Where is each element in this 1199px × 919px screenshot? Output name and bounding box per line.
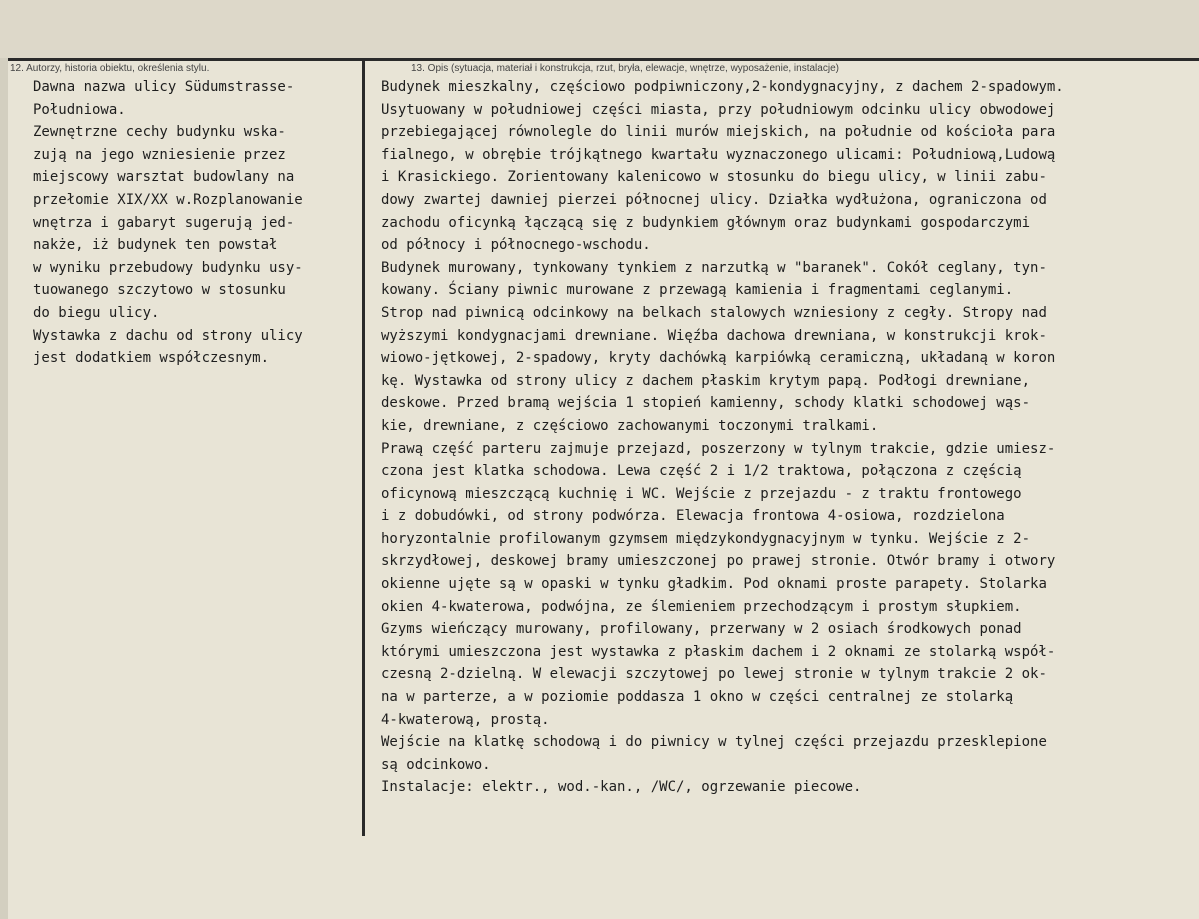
text-line: do biegu ulicy. — [33, 304, 160, 321]
section-12-header: 12. Autorzy, historia obiektu, określenia stylu. — [10, 63, 210, 74]
text-line: Południowa. — [33, 101, 126, 118]
text-line: wnętrza i gabaryt sugerują jed- — [33, 214, 295, 231]
text-line: okienne ujęte są w opaski w tynku gładkim. Pod oknami proste parapety. Stolarka — [381, 576, 1047, 593]
text-line: Instalacje: elektr., wod.-kan., /WC/, ogrzewanie piecowe. — [381, 779, 862, 796]
text-line: Usytuowany w południowej części miasta, przy południowym odcinku ulicy obwodowej — [381, 101, 1056, 118]
text-line: 4-kwaterową, prostą. — [381, 711, 550, 728]
section-12-text — [33, 76, 360, 370]
text-line: fialnego, w obrębie trójkątnego kwartału wyznaczonego ulicami: Południową,Ludową — [381, 146, 1056, 163]
text-line: kowany. Ściany piwnic murowane z przewagą kamienia i fragmentami ceglanymi. — [381, 282, 1014, 299]
text-line: na w parterze, a w poziomie poddasza 1 okno w części centralnej ze stolarką — [381, 689, 1014, 706]
text-line: i z dobudówki, od strony podwórza. Elewacja frontowa 4-osiowa, rozdzielona — [381, 508, 1005, 525]
text-line: Budynek mieszkalny, częściowo podpiwniczony,2-kondygnacyjny, z dachem 2-spadowym. — [381, 79, 1064, 95]
text-line: Wystawka z dachu od strony ulicy — [33, 327, 303, 344]
text-line: nakże, iż budynek ten powstał — [33, 237, 278, 254]
text-line: w wyniku przebudowy budynku usy- — [33, 259, 303, 276]
text-line: czesną 2-dzielną. W elewacji szczytowej po lewej stronie w tylnym trakcie 2 ok- — [381, 666, 1047, 683]
top-margin — [0, 0, 1199, 58]
text-line: wiowo-jętkowej, 2-spadowy, kryty dachówką karpiówką ceramiczną, układaną w koron — [381, 350, 1056, 367]
text-line: Prawą część parteru zajmuje przejazd, poszerzony w tylnym trakcie, gdzie umiesz- — [381, 440, 1056, 457]
text-line: jest dodatkiem współczesnym. — [33, 350, 270, 367]
text-line: tuowanego szczytowo w stosunku — [33, 282, 286, 299]
text-line: kę. Wystawka od strony ulicy z dachem płaskim krytym papą. Podłogi drewniane, — [381, 372, 1031, 389]
text-line: miejscowy warsztat budowlany na — [33, 169, 295, 186]
text-line: i Krasickiego. Zorientowany kalenicowo w stosunku do biegu ulicy, w linii zabu- — [381, 169, 1047, 186]
text-line: okien 4-kwaterowa, podwójna, ze ślemieniem przechodzącym i prostym słupkiem. — [381, 598, 1022, 615]
text-line: przebiegającej równolegle do linii murów miejskich, na południe od kościoła para — [381, 124, 1056, 141]
text-line: Dawna nazwa ulicy Südumstrasse- — [33, 79, 295, 95]
text-line: Zewnętrzne cechy budynku wska- — [33, 124, 286, 141]
text-line: są odcinkowo. — [381, 756, 491, 773]
text-line: zachodu oficynką łączącą się z budynkiem głównym oraz budynkami gospodarczymi — [381, 214, 1031, 231]
text-line: Wejście na klatkę schodową i do piwnicy w tylnej części przejazdu przesklepione — [381, 734, 1047, 751]
text-line: Gzyms wieńczący murowany, profilowany, przerwany w 2 osiach środkowych ponad — [381, 621, 1022, 638]
column-divider — [362, 61, 365, 836]
text-line: od północy i północnego-wschodu. — [381, 237, 651, 254]
text-line: czona jest klatka schodowa. Lewa część 2 i 1/2 traktowa, połączona z częścią — [381, 463, 1022, 480]
text-line: kie, drewniane, z częściowo zachowanymi toczonymi tralkami. — [381, 417, 879, 434]
text-line: wyższymi kondygnacjami drewniane. Więźba dachowa drewniana, w konstrukcji krok- — [381, 327, 1047, 344]
text-line: deskowe. Przed bramą wejścia 1 stopień kamienny, schody klatki schodowej wąs- — [381, 395, 1031, 412]
text-line: dowy zwartej dawniej pierzei północnej ulicy. Działka wydłużona, ograniczona od — [381, 191, 1047, 208]
section-13-header: 13. Opis (sytuacja, materiał i konstrukcja, rzut, bryła, elewacje, wnętrze, wyposażenie, instalacje) — [411, 63, 839, 74]
text-line: którymi umieszczona jest wystawka z płaskim dachem i 2 oknami ze stolarką współ- — [381, 643, 1056, 660]
text-line: oficynową mieszczącą kuchnię i WC. Wejście z przejazdu - z traktu frontowego — [381, 485, 1022, 502]
text-line: zują na jego wzniesienie przez — [33, 146, 286, 163]
top-rule — [0, 58, 1199, 61]
text-line: Budynek murowany, tynkowany tynkiem z narzutką w "baranek". Cokół ceglany, tyn- — [381, 259, 1047, 276]
text-line: horyzontalnie profilowanym gzymsem międzykondygnacyjnym w tynku. Wejście z 2- — [381, 530, 1031, 547]
text-line: przełomie XIX/XX w.Rozplanowanie — [33, 191, 303, 208]
text-line: Strop nad piwnicą odcinkowy na belkach stalowych wzniesiony z cegły. Stropy nad — [381, 304, 1047, 321]
section-13-text — [381, 76, 1195, 799]
left-edge — [0, 58, 8, 919]
text-line: skrzydłowej, deskowej bramy umieszczonej po prawej stronie. Otwór bramy i otwory — [381, 553, 1056, 570]
